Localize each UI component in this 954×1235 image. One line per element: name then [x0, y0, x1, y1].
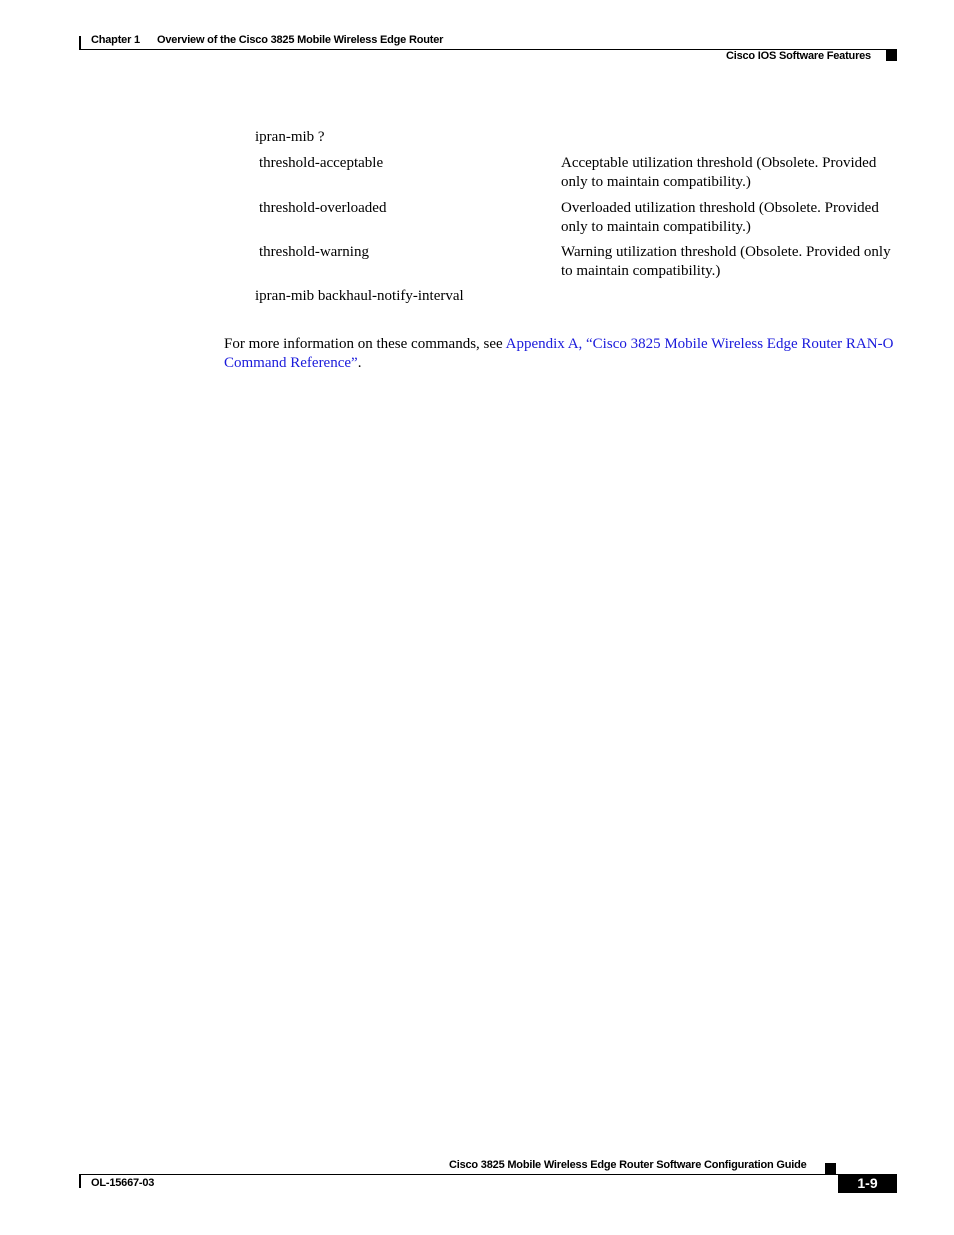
header-left-tick [79, 36, 81, 50]
command-keyword: threshold-overloaded [259, 200, 387, 216]
footer-left-tick [79, 1174, 81, 1188]
paragraph-suffix: . [357, 355, 362, 371]
appendix-a-link[interactable]: Appendix A, “Cisco 3825 Mobile Wireless Edge Router RAN-O Command Reference” [224, 336, 894, 371]
paragraph-prefix: For more information on these commands, see [224, 336, 506, 352]
command-backhaul-notify-interval: ipran-mib backhaul-notify-interval [255, 288, 464, 304]
command-description: Warning utilization threshold (Obsolete. Provided only to maintain compatibility.) [561, 244, 891, 279]
reference-paragraph [224, 335, 898, 373]
command-keyword: threshold-warning [259, 244, 369, 260]
header-marker-block [886, 50, 897, 61]
footer-doc-number: OL-15667-03 [91, 1177, 155, 1189]
footer-marker-block [825, 1163, 836, 1174]
header-section: Cisco IOS Software Features [726, 50, 871, 62]
header-chapter-title: Overview of the Cisco 3825 Mobile Wireless Edge Router [157, 34, 444, 46]
footer-guide-title: Cisco 3825 Mobile Wireless Edge Router Software Configuration Guide [449, 1159, 807, 1171]
footer-rule [79, 1174, 897, 1175]
command-keyword: threshold-acceptable [259, 155, 384, 171]
command-ipran-mib-help: ipran-mib ? [255, 129, 325, 145]
header-chapter: Chapter 1 [91, 34, 140, 46]
command-description: Overloaded utilization threshold (Obsolete. Provided only to maintain compatibility.) [561, 200, 879, 235]
command-description: Acceptable utilization threshold (Obsolete. Provided only to maintain compatibility.) [561, 155, 877, 190]
page-number: 1-9 [838, 1174, 897, 1193]
